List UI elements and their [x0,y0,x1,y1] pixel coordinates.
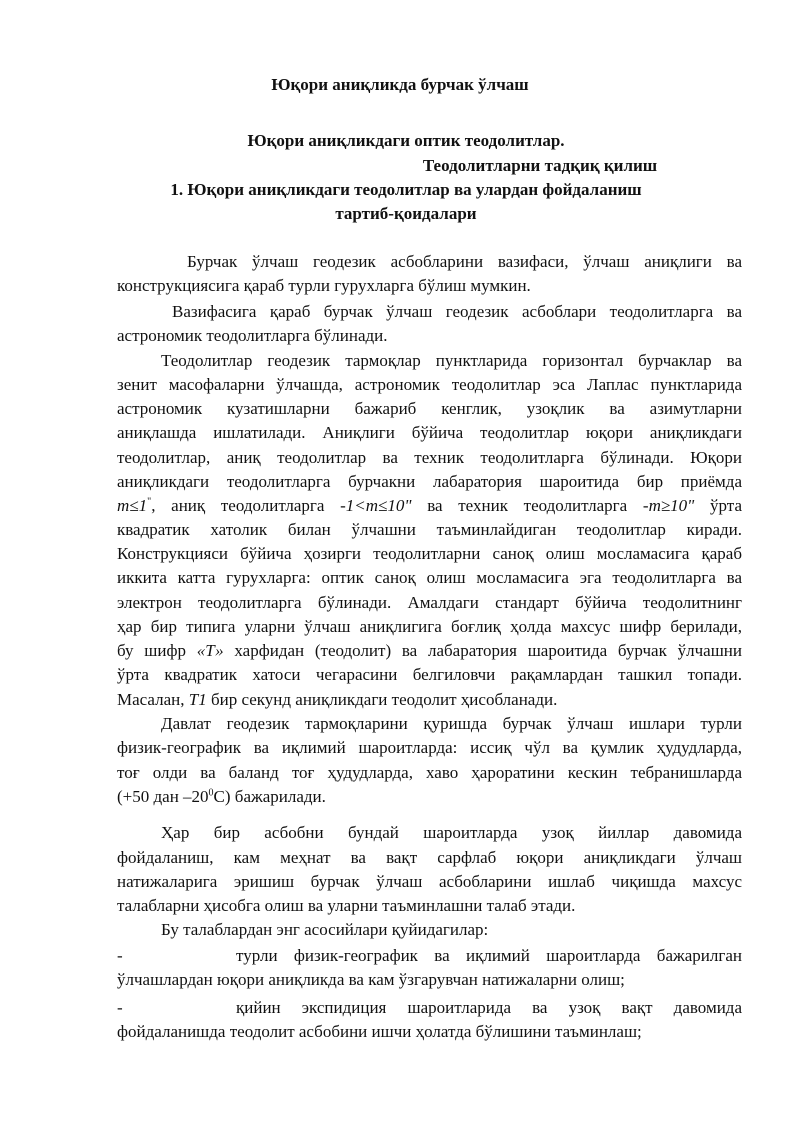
text-fragment: Масалан, [117,690,189,709]
section-heading-4: тартиб-қоидалари [335,204,477,223]
paragraph-5-line-4: талабларни ҳисобга олиш ва уларни таъминлашни талаб этади. [117,896,576,915]
paragraph-5-line-1: Ҳар бир асбобни бундай шароитларда узоқ йиллар давомида [161,823,742,842]
text-fragment: бир секунд аниқликдаги теодолит ҳисобланади. [206,690,558,709]
text-fragment: (+50 дан –20 [117,787,209,806]
paragraph-3-line-9: Конструкцияси бўйича ҳозирги теодолитларни саноқ олиш мосламасига қараб [117,544,742,563]
paragraph-3-line-8: квадратик хатолик билан ўлчашни таъминлайдиган теодолитлар киради. [117,520,742,539]
text-fragment: ўрта [694,496,742,515]
paragraph-2-line-1: Вазифасига қараб бурчак ўлчаш геодезик асбоблари теодолитларга ва [172,302,742,321]
paragraph-3-line-3: астрономик кузатишларни бажариб кенглик, узоқлик ва азимутларни [117,399,742,418]
paragraph-3-line-2: зенит масофаларни ўлчашда, астрономик теодолитлар эса Лаплас пунктларида [117,375,742,394]
accuracy-formula-high: m≤1 [117,496,148,515]
model-t1: Т1 [188,690,207,709]
cipher-letter-t: «Т» [196,641,224,660]
list-item-text: турли физик-географик ва иқлимий шароитларда бажарилган [236,946,742,965]
paragraph-3-line-15 [117,688,742,712]
section-heading-1: Юқори аниқликдаги оптик теодолитлар. [247,131,565,150]
accuracy-formula-technical: -m≥10" [642,496,695,515]
paragraph-4-line-1: Давлат геодезик тармоқларини қуришда бурчак ўлчаш ишлари турли [161,714,742,733]
paragraph-1-line-2: конструкциясига қараб турли гурухларга бўлиш мумкин. [117,276,531,295]
paragraph-2-line-2: астрономик теодолитларга бўлинади. [117,326,388,345]
text-fragment: , аниқ теодолитларга [151,496,341,515]
list-item-1-line-1 [117,944,742,968]
text-fragment: харфидан (теодолит) ва лабаратория шароитида бурчак ўлчашни [223,641,742,660]
list-item-1-line-2: ўлчашлардан юқори аниқликда ва кам ўзгарувчан натижаларни олиш; [117,970,625,989]
paragraph-1-line-1: Бурчак ўлчаш геодезик асбобларини вазифаси, ўлчаш аниқлиги ва [187,252,742,271]
degree-superscript: 0 [208,787,214,799]
accuracy-formula-precise: -1<m≤10" [340,496,412,515]
list-item-2-line-1 [117,996,742,1020]
section-heading-2: Теодолитларни тадқиқ қилиш [422,156,658,175]
paragraph-3-line-6: аниқликдаги теодолитларга бурчакни лабаратория шароитида бир приёмда [117,472,742,491]
paragraph-3-line-10: иккита катта гурухларга: оптик саноқ олиш мосламасига эга теодолитларга ва [117,568,742,587]
paragraph-4-line-4 [117,785,742,809]
document-title: Юқори аниқликда бурчак ўлчаш [271,75,529,94]
paragraph-3-line-1: Теодолитлар геодезик тармоқлар пунктларида горизонтал бурчаклар ва [161,351,742,370]
seconds-mark: " [147,496,152,508]
section-heading-3: 1. Юқори аниқликдаги теодолитлар ва улардан фойдаланиш [170,180,642,199]
paragraph-6-line-1: Бу талаблардан энг асосийлари қуйидагилар: [161,920,489,939]
paragraph-3-line-14: ўрта квадратик хатоси чегарасини белгиловчи рақамлардан ташкил топади. [117,665,742,684]
paragraph-5-line-3: натижаларига эришиш бурчак ўлчаш асбобларини ишлаб чиқишда махсус [117,872,742,891]
text-fragment: ва техник теодолитларга [411,496,643,515]
paragraph-3-line-4: аниқлашда ишлатилади. Аниқлиги бўйича теодолитлар юқори аниқликдаги [117,423,742,442]
paragraph-3-line-5: теодолитлар, аниқ теодолитлар ва техник теодолитларга бўлинади. Юқори [117,448,742,467]
list-dash: - [117,998,123,1017]
paragraph-4-line-3: тоғ олди ва баланд тоғ ҳудудларда, хаво ҳароратини кескин тебранишларда [117,763,742,782]
paragraph-4-line-2: физик-географик ва иқлимий шароитларда: иссиқ чўл ва қумлик ҳудудларда, [117,738,742,757]
list-item-2-line-2: фойдаланишда теодолит асбобини ишчи ҳолатда бўлишини таъминлаш; [117,1022,642,1041]
list-item-text: қийин экспидиция шароитларида ва узоқ вақт давомида [236,998,742,1017]
paragraph-3-line-13 [117,639,742,663]
text-fragment: бу шифр [117,641,197,660]
paragraph-5-line-2: фойдаланиш, кам меҳнат ва вақт сарфлаб юқори аниқликдаги ўлчаш [117,848,742,867]
list-dash: - [117,946,123,965]
paragraph-3-line-12: ҳар бир типига уларни ўлчаш аниқлигига боғлиқ ҳолда махсус шифр берилади, [117,617,742,636]
paragraph-3-line-11: электрон теодолитларга бўлинади. Амалдаги стандарт бўйича теодолитнинг [117,593,742,612]
text-fragment: С) бажарилади. [213,787,326,806]
paragraph-3-line-7 [117,494,742,518]
